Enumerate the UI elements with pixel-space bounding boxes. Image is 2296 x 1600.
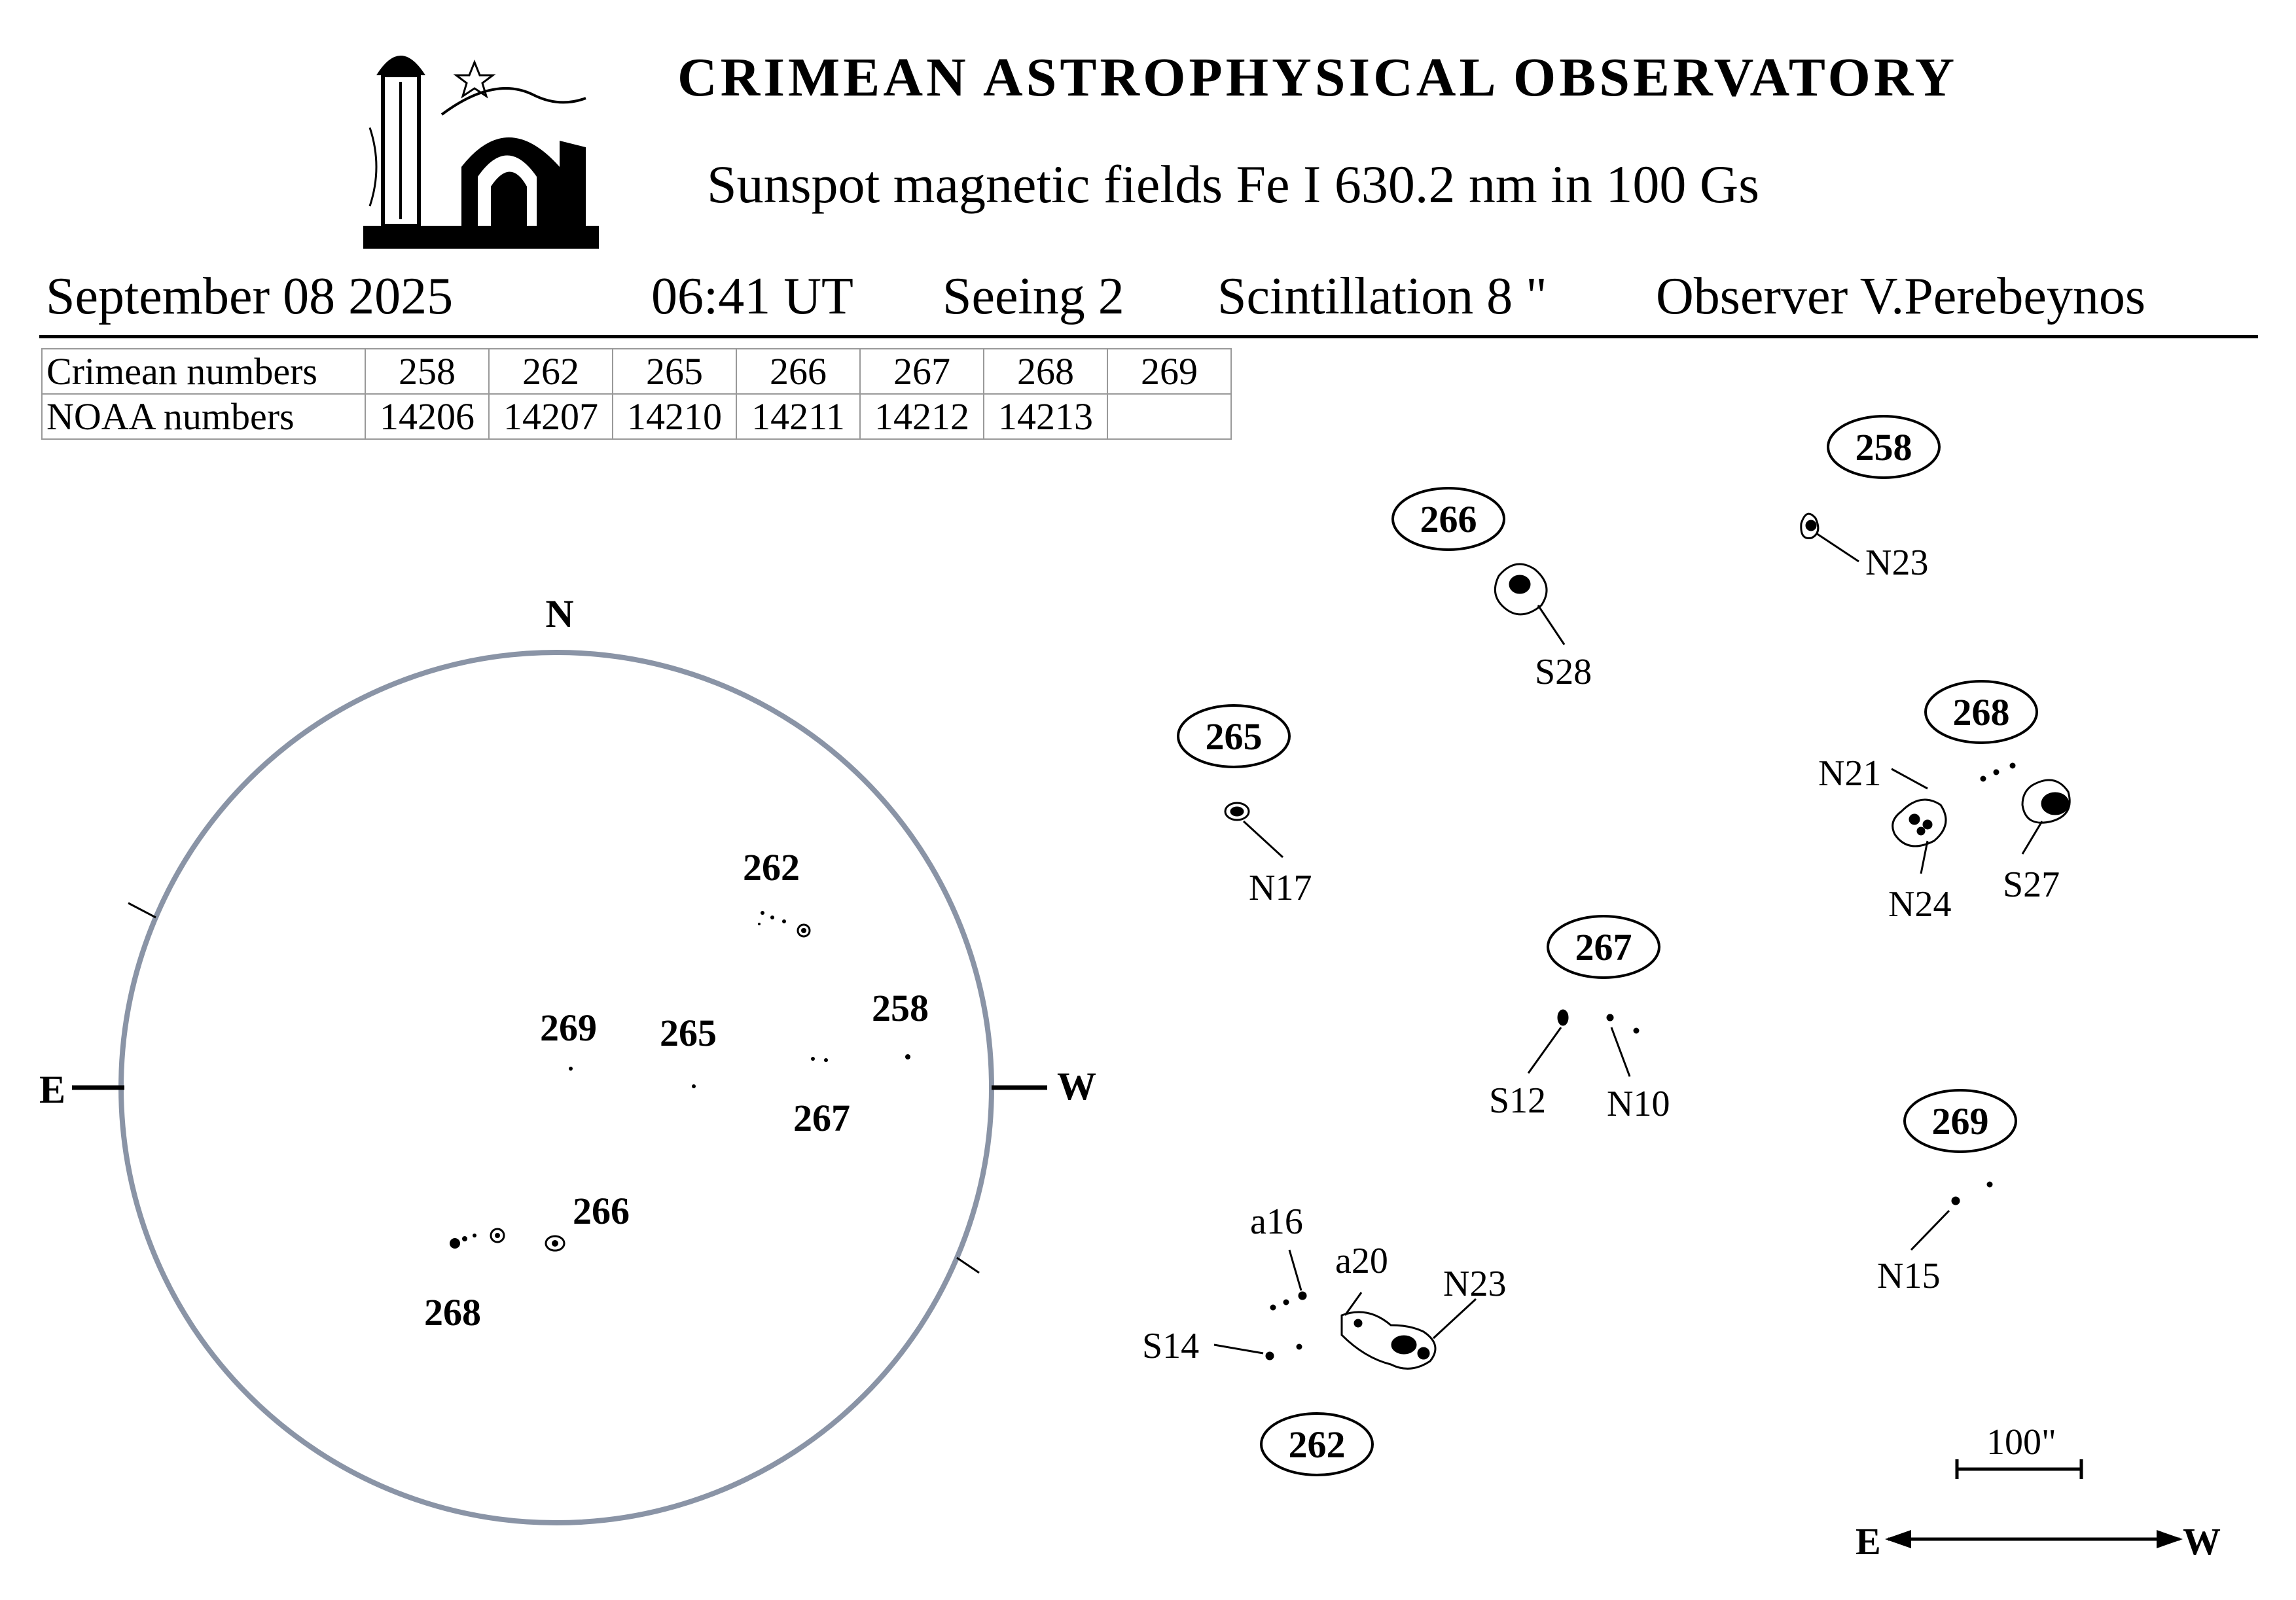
group-id-label: 267 <box>1575 926 1632 969</box>
sunspot-sketch <box>1271 1306 1275 1309</box>
crimean-label: Crimean numbers <box>42 349 365 394</box>
sunspot-sketch <box>1284 1300 1288 1304</box>
observation-date: September 08 2025 <box>46 268 454 325</box>
sunspot-sketch <box>1392 1336 1416 1353</box>
field-label: S12 <box>1489 1080 1547 1121</box>
disk-group-label: 265 <box>660 1012 717 1054</box>
sunspot-sketch <box>1607 1015 1613 1020</box>
disk-group-label: 268 <box>424 1291 481 1334</box>
west-label: W <box>1057 1065 1096 1108</box>
leader-line <box>1611 1027 1630 1076</box>
noaa-number: 14211 <box>736 394 860 439</box>
field-label: N10 <box>1607 1084 1670 1124</box>
field-label: a20 <box>1335 1241 1388 1281</box>
sunspot-sketch <box>1299 1292 1306 1299</box>
field-label: a16 <box>1250 1201 1303 1242</box>
crimean-number: 268 <box>984 349 1107 394</box>
noaa-number: 14206 <box>365 394 489 439</box>
orientation-west-label: W <box>2183 1520 2221 1563</box>
field-label: S14 <box>1142 1326 1200 1366</box>
observation-time: 06:41 UT <box>651 268 853 325</box>
noaa-number: 14213 <box>984 394 1107 439</box>
field-label: N21 <box>1818 753 1882 794</box>
observatory-title: CRIMEAN ASTROPHYSICAL OBSERVATORY <box>677 47 1958 108</box>
leader-line <box>2022 821 2042 854</box>
disk-group-label: 258 <box>872 987 929 1029</box>
noaa-number: 14210 <box>613 394 736 439</box>
sunspot-sketch <box>1231 808 1243 815</box>
seeing-value: Seeing 2 <box>942 268 1124 325</box>
leader-line <box>1528 1027 1561 1073</box>
orientation-arrowhead-east <box>1885 1530 1911 1548</box>
scale-bar-label: 100" <box>1986 1422 2056 1463</box>
noaa-label: NOAA numbers <box>42 394 365 439</box>
group-id-label: 266 <box>1420 498 1477 541</box>
field-label: N23 <box>1443 1264 1507 1304</box>
group-id-label: 258 <box>1855 426 1912 469</box>
crimean-number: 262 <box>489 349 613 394</box>
sunspot-sketch <box>1924 821 1931 828</box>
orientation-arrow <box>1885 1530 2183 1548</box>
chart-subtitle: Sunspot magnetic fields Fe I 630.2 nm in 100 Gs <box>707 154 1760 214</box>
noaa-number: 14212 <box>860 394 984 439</box>
sunspot-sketch <box>1355 1320 1361 1326</box>
group-id-label: 265 <box>1205 715 1263 758</box>
sunspot-sketch <box>1988 1182 1992 1186</box>
orientation-arrowhead-west <box>2157 1530 2183 1548</box>
group-id-label: 268 <box>1952 691 2010 734</box>
crimean-number: 267 <box>860 349 984 394</box>
crimean-number: 265 <box>613 349 736 394</box>
crimean-number: 266 <box>736 349 860 394</box>
field-label: N23 <box>1865 542 1929 583</box>
group-id-label: 269 <box>1931 1100 1989 1143</box>
sunspot-sketch <box>2011 764 2015 768</box>
sunspot-sketch <box>1558 1010 1568 1025</box>
leader-line <box>1538 605 1564 645</box>
east-label: E <box>39 1068 66 1111</box>
sunspot-sketch <box>2042 793 2068 814</box>
disk-group-label: 266 <box>573 1190 630 1232</box>
leader-line <box>1892 769 1928 789</box>
sunspot-sketch <box>1893 800 1946 846</box>
field-label: S27 <box>2003 864 2060 905</box>
north-label: N <box>545 592 574 635</box>
field-label: N15 <box>1877 1256 1941 1296</box>
leader-line <box>1214 1345 1263 1353</box>
sunspot-sketch <box>1981 777 1985 781</box>
field-label: S28 <box>1535 652 1592 692</box>
field-label: N17 <box>1249 868 1312 908</box>
disk-group-label: 269 <box>540 1006 597 1049</box>
sunspot-sketch <box>1994 770 1998 774</box>
crimean-number: 269 <box>1107 349 1231 394</box>
sunspot-sketch <box>1806 521 1816 530</box>
observer-name: Observer V.Perebeynos <box>1656 268 2146 325</box>
sunspot-sketch <box>1634 1029 1638 1033</box>
field-label: N24 <box>1888 884 1952 925</box>
leader-line <box>1816 533 1859 561</box>
sunspot-sketch <box>1910 815 1919 824</box>
sunspot-sketch <box>1510 576 1530 593</box>
sunspot-sketch <box>1952 1198 1959 1204</box>
group-id-label: 262 <box>1288 1423 1346 1466</box>
leader-line <box>1433 1299 1476 1338</box>
leader-line <box>1244 821 1283 857</box>
sunspot-sketch <box>1266 1353 1273 1359</box>
sunspot-sketch <box>1418 1348 1429 1359</box>
sunspot-sketch <box>1918 828 1924 834</box>
crimean-number: 258 <box>365 349 489 394</box>
leader-line <box>1289 1250 1301 1290</box>
sunspot-sketch <box>1297 1345 1301 1349</box>
disk-group-label: 267 <box>793 1097 850 1139</box>
noaa-number: 14207 <box>489 394 613 439</box>
scintillation-value: Scintillation 8 " <box>1217 268 1547 325</box>
orientation-east-label: E <box>1856 1520 1881 1563</box>
leader-line <box>1911 1211 1949 1250</box>
disk-group-label: 262 <box>743 846 800 889</box>
